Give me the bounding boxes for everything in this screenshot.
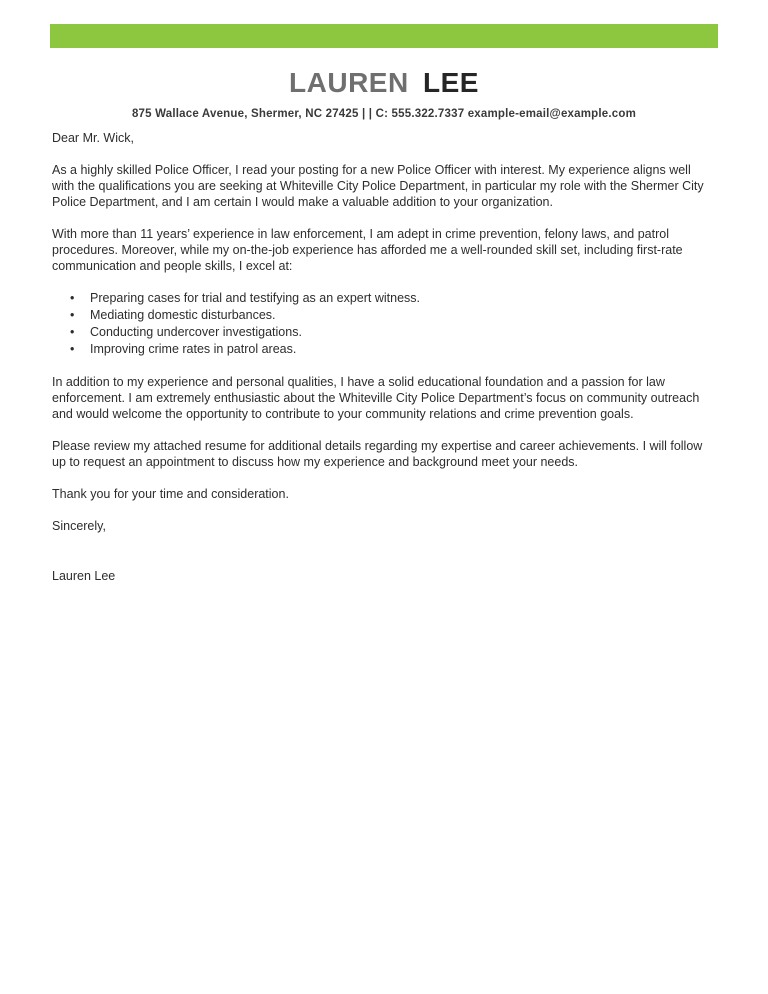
paragraph-education: In addition to my experience and personal qualities, I have a solid educational foundation and a passion for law enforcement. I am extremely enthusiastic about the Whiteville City Police Department’s focus on community outreach and would welcome the opportunity to contribute to your community relations and crime prevention goals. <box>52 375 700 421</box>
paragraph-experience: With more than 11 years’ experience in law enforcement, I am adept in crime prevention, felony laws, and patrol procedures. Moreover, while my on-the-job experience has afforded me a well-rounded skill set, including first-rate communication and people skills, I excel at: <box>52 227 683 273</box>
contact-line: 875 Wallace Avenue, Shermer, NC 27425 | | C: 555.322.7337 example-email@example.com <box>131 108 637 120</box>
bullet-text: Conducting undercover investigations. <box>90 325 302 339</box>
header-accent-bar <box>50 24 718 48</box>
first-name: LAUREN <box>289 67 409 98</box>
bullet-text: Improving crime rates in patrol areas. <box>90 342 297 356</box>
list-item <box>70 290 712 307</box>
page-title <box>0 66 768 100</box>
salutation: Dear Mr. Wick, <box>52 131 134 145</box>
bullet-icon: • <box>70 325 75 339</box>
bullet-icon: • <box>70 291 75 305</box>
skills-bullet-list <box>52 290 712 358</box>
closing: Sincerely, <box>52 519 106 533</box>
bullet-text: Mediating domestic disturbances. <box>90 308 276 322</box>
list-item <box>70 307 712 324</box>
list-item <box>70 341 712 358</box>
signature-name: Lauren Lee <box>52 569 116 583</box>
bullet-icon: • <box>70 342 75 356</box>
bullet-text: Preparing cases for trial and testifying as an expert witness. <box>90 291 421 305</box>
paragraph-follow-up: Please review my attached resume for additional details regarding my expertise and career achievements. I will follow up to request an appointment to discuss how my experience and background meet your needs. <box>52 439 703 469</box>
list-item <box>70 324 712 341</box>
paragraph-intro: As a highly skilled Police Officer, I read your posting for a new Police Officer with interest. My experience aligns well with the qualifications you are seeking at Whiteville City Police Department, in particular my role with the Shermer City Police Department, and I am certain I would make a valuable addition to your organization. <box>52 163 704 209</box>
paragraph-thanks: Thank you for your time and consideration. <box>52 487 289 501</box>
last-name: LEE <box>422 67 479 98</box>
bullet-icon: • <box>70 308 75 322</box>
letter-body <box>52 130 712 584</box>
